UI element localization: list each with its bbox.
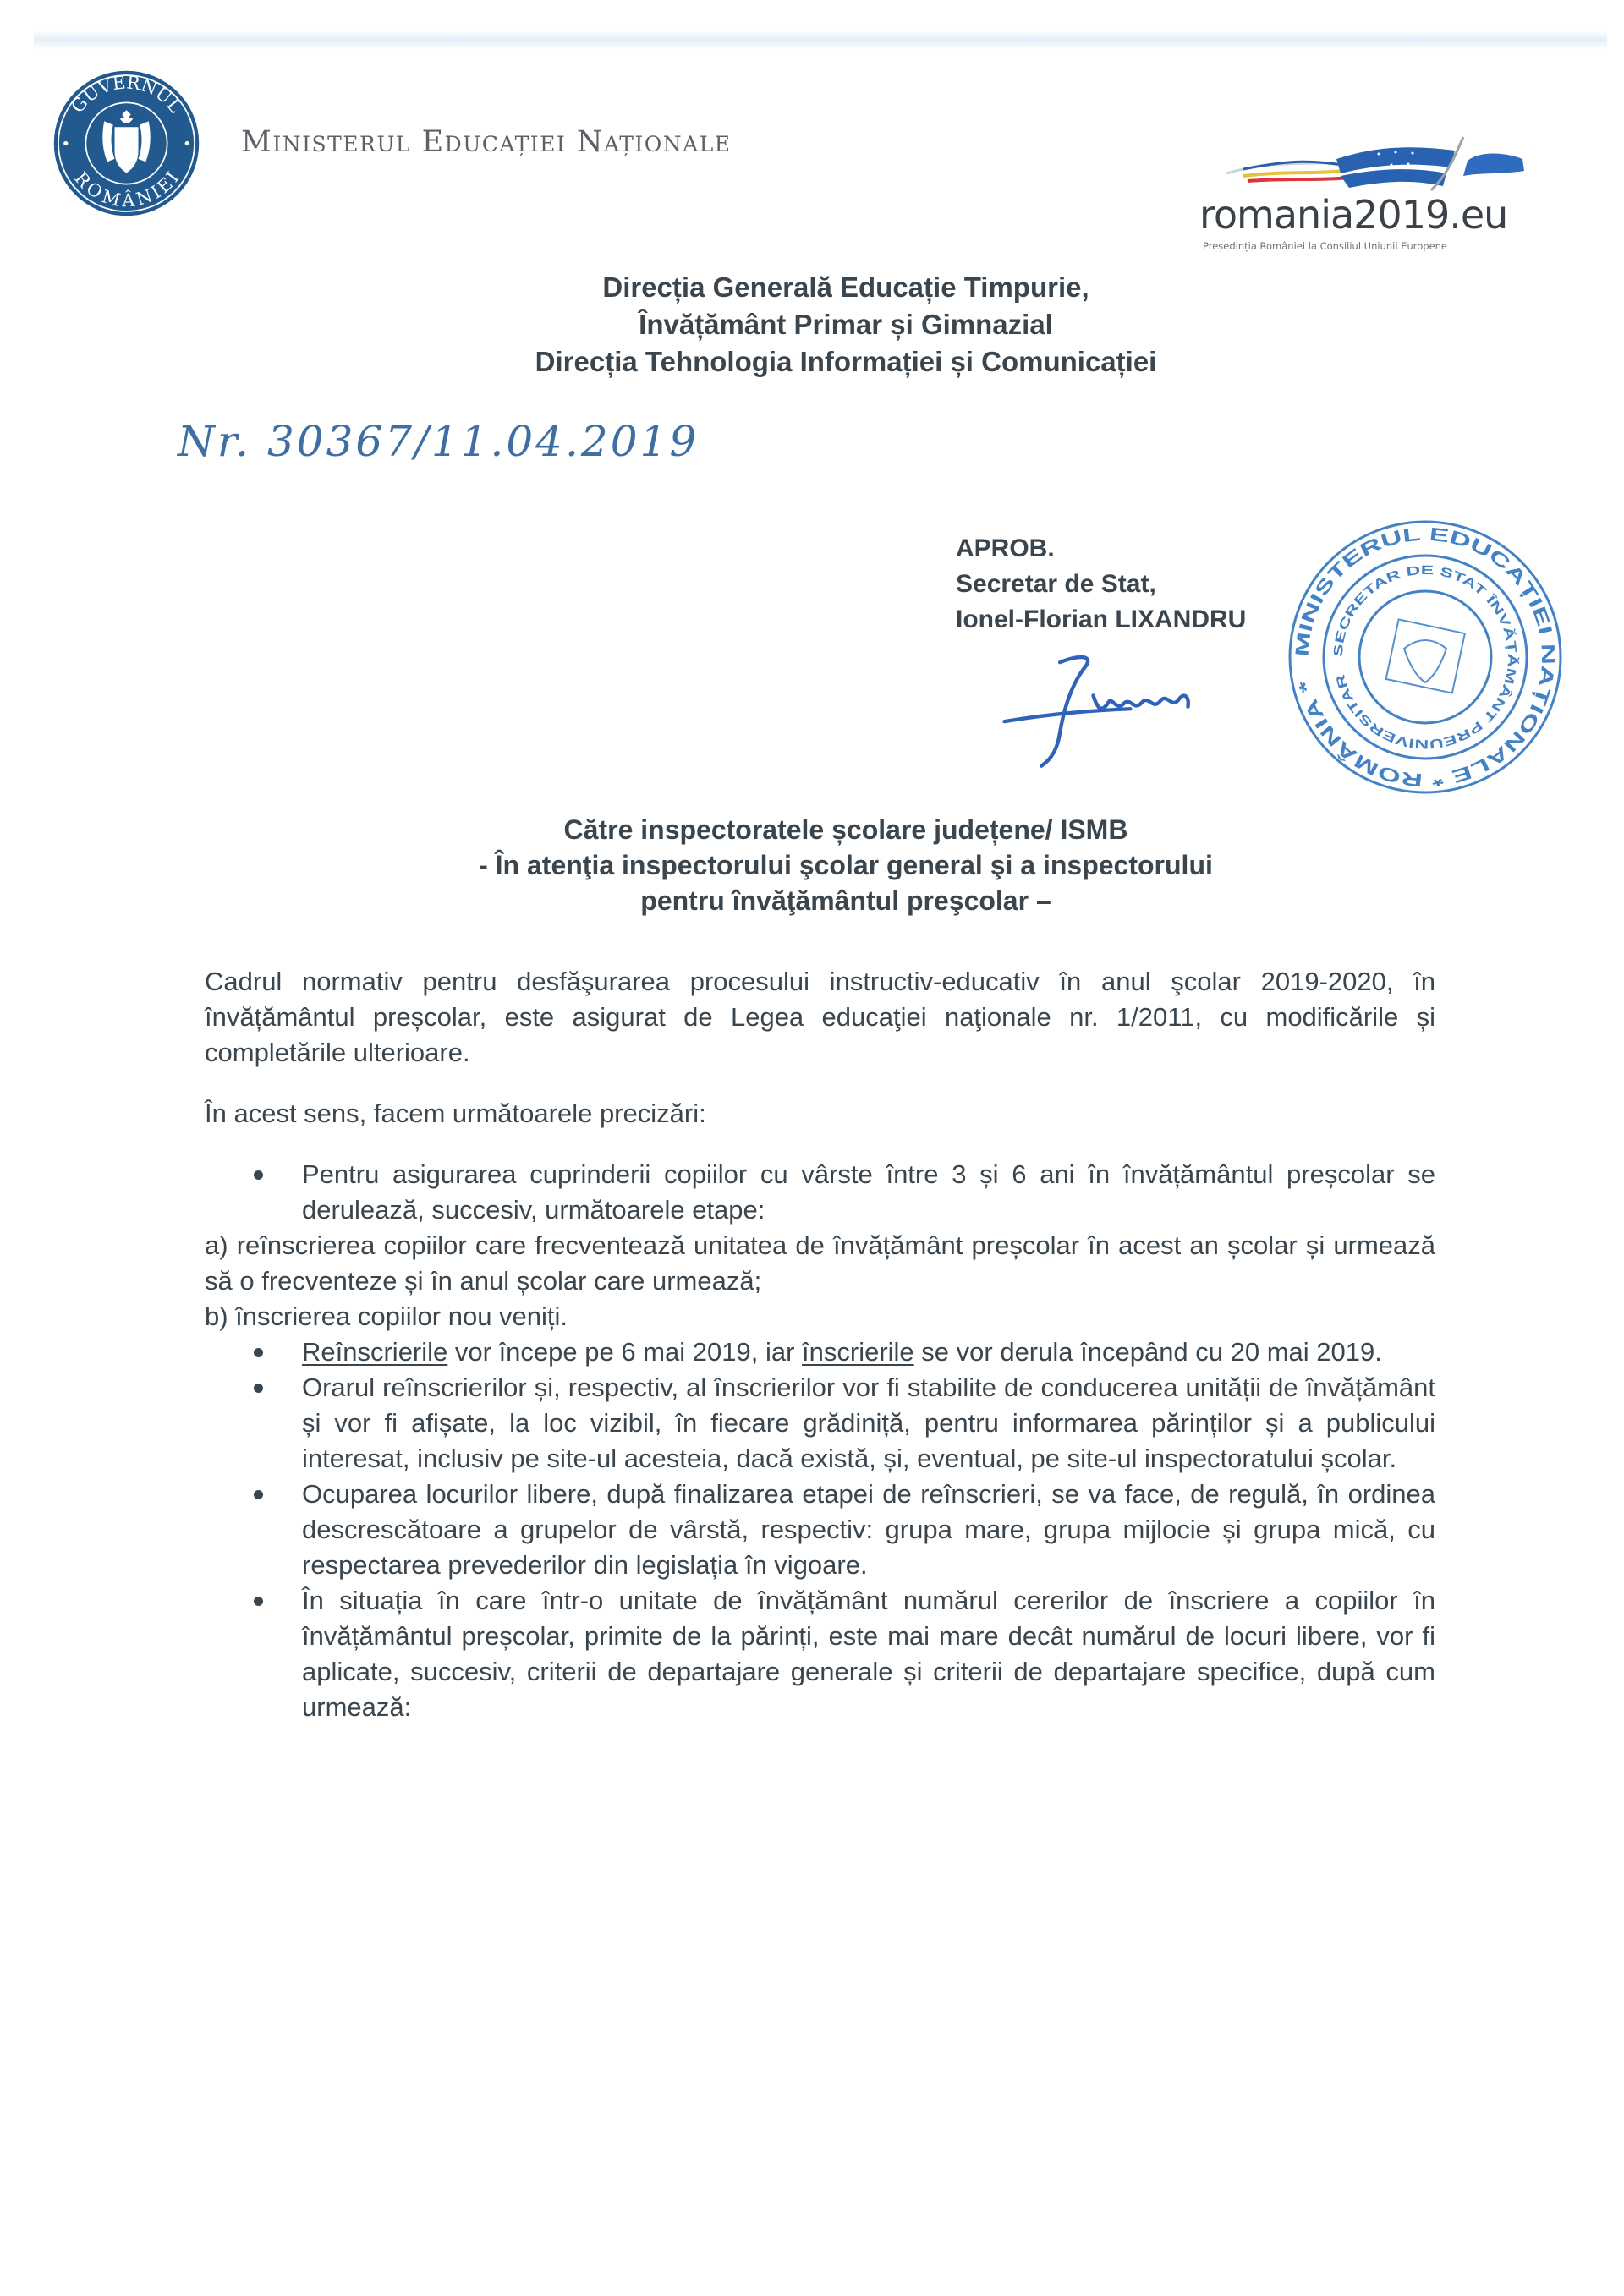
bullet-icon [254,1348,263,1357]
stage-b: b) înscrierea copiilor nou veniți. [205,1301,568,1331]
approver-role: Secretar de Stat, [956,570,1156,598]
stamp-outer-text: MINISTERUL EDUCAȚIEI NAȚIONALE * ROMÂNIA * [1291,523,1560,792]
letter-body [205,964,1435,1725]
list-item-text: Orarul reînscrierilor și, respectiv, al înscrierilor vor fi stabilite de conducerea unității de învățământ și vor fi afișate, la loc vizibil, în fiecare grădiniță, pentru informarea părinților și a publicului interesat, inclusiv pe site-ul acesteia, dacă există, și, eventual, pe site-ul inspectoratului școlar. [302,1373,1435,1473]
issuing-directorates [0,269,1624,381]
addressee-line: - În atenţia inspectorului şcolar general şi a inspectorului [479,850,1213,880]
addressee-line: Către inspectoratele școlare județene/ ISMB [563,814,1128,845]
romania2019-wordmark: romania2019.eu [1199,192,1508,238]
bullet-icon [254,1384,263,1393]
addressee-block [0,812,1624,918]
list-item-text: În situația în care într-o unitate de învățământ numărul cererilor de înscriere a copiilor în învățământul preșcolar, primite de la părinți, este mai mare decât numărul de locuri libere, vor fi aplicate, succesiv, criterii de departajare generale și criterii de departajare specifice, după cum urmează: [302,1586,1435,1722]
scan-edge-artifact [34,30,1607,49]
handwritten-signature-icon [990,651,1226,770]
provisions-list [205,1157,1435,1725]
list-item [205,1370,1435,1477]
list-item-text: se vor derula începând cu 20 mai 2019. [914,1337,1382,1367]
directorate-line: Direcția Generală Educație Timpurie, [602,271,1089,303]
romania2019-flag-wave-icon [1210,127,1548,195]
directorate-line: Direcția Tehnologia Informației și Comunicației [535,346,1157,377]
directorate-line: Învățământ Primar și Gimnazial [639,309,1053,340]
bullet-icon [254,1490,263,1499]
underlined-term: înscrierile [802,1337,914,1367]
seal-top-text: GUVERNUL [67,72,186,118]
list-item-text: Pentru asigurarea cuprinderii copiilor cu vârste între 3 și 6 ani în învățământul preșcolar se derulează, succesiv, următoarele etape: [302,1159,1435,1225]
government-seal-icon [52,69,200,217]
romania2019-tagline: Președinția României la Consiliul Uniunii Europene [1203,240,1448,252]
stage-a: a) reînscrierea copiilor care frecventează unitatea de învățământ preșcolar în acest an școlar și urmează să o frecventeze și în anul școlar care urmează; [205,1230,1435,1296]
approval-block [956,531,1246,638]
stamp-inner-text: SECRETAR DE STAT ÎNVĂȚĂMÂNT PREUNIVERSITAR [1330,562,1520,752]
approver-name: Ionel-Florian LIXANDRU [956,606,1247,633]
lead-paragraph: În acest sens, facem următoarele precizări: [205,1099,706,1128]
list-item [205,1157,1435,1228]
bullet-icon [254,1597,263,1606]
list-item [205,1583,1435,1725]
ministry-name: Ministerul Educației Naționale [241,125,732,159]
official-stamp-icon [1286,518,1565,797]
seal-bottom-text: ROMÂNIEI [70,167,184,211]
addressee-line: pentru învăţământul preşcolar – [640,885,1051,916]
underlined-term: Reînscrierile [302,1337,448,1367]
approval-title: APROB. [956,534,1055,562]
list-item-text: Ocuparea locurilor libere, după finalizarea etapei de reînscrieri, se va face, de regulă, în ordinea descrescătoare a grupelor de vârstă, respectiv: grupa mare, grupa mijlocie și grupa mică, cu respectarea prevederilor din legislația în vigoare. [302,1479,1435,1580]
list-item-text: vor începe pe 6 mai 2019, iar [447,1337,803,1367]
registration-number: Nr. 30367/11.04.2019 [178,417,700,466]
bullet-icon [254,1170,263,1180]
list-item [205,1334,1435,1370]
stamp-emblem-icon [1386,619,1465,693]
list-item [205,1477,1435,1583]
intro-paragraph: Cadrul normativ pentru desfăşurarea procesului instructiv-educativ în anul şcolar 2019-2020, în învățământul preșcolar, este asigurat de Legea educaţiei naţionale nr. 1/2011, cu modificările și completările ulterioare. [205,967,1435,1067]
